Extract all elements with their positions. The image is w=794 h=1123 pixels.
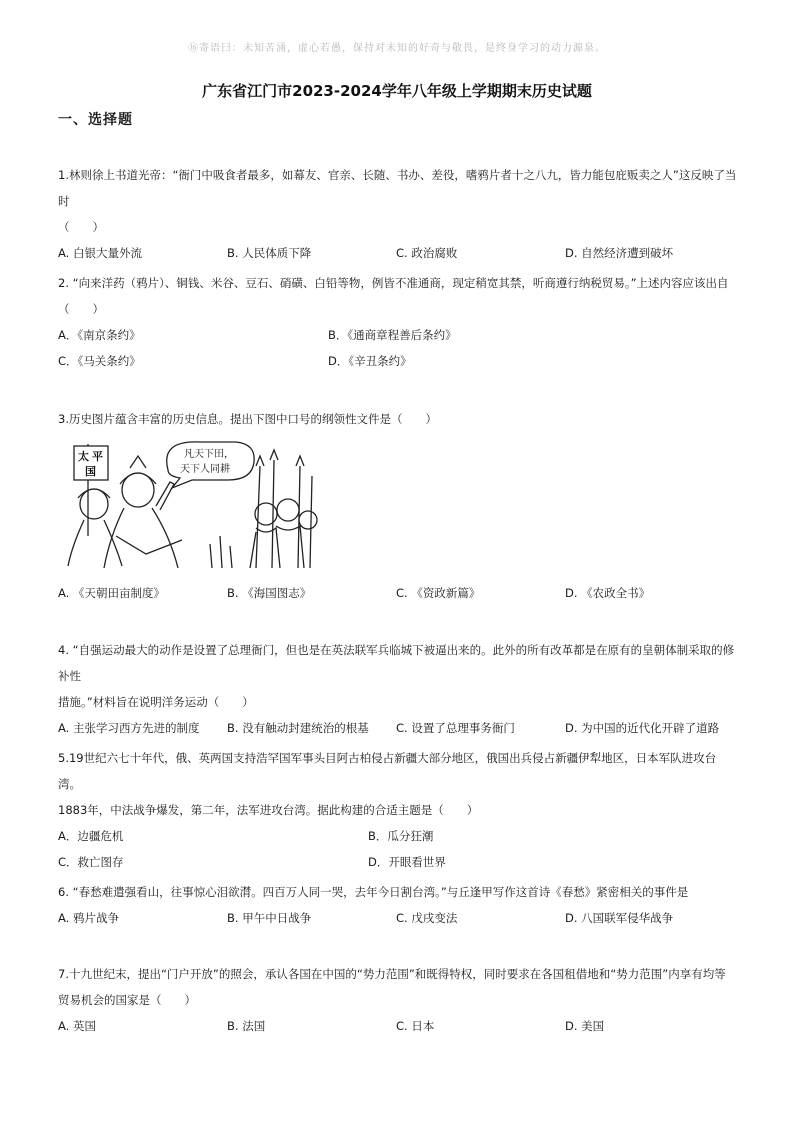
option-c[interactable]: C. 政治腐败 bbox=[396, 246, 458, 260]
option-a[interactable]: A．《南京条约》 bbox=[58, 328, 141, 342]
question-1-options bbox=[58, 240, 738, 266]
question-4-stem: 4. “自强运动最大的动作是设置了总理衙门，但也是在英法联军兵临城下被逼出来的。此外的所有改革都是在原有的皇朝体制采取的修补性 bbox=[58, 643, 735, 683]
option-d[interactable]: D．开眼看世界 bbox=[368, 855, 446, 869]
question-3-stem: 3.历史图片蕴含丰富的历史信息。提出下图中口号的纲领性文件是（ ） bbox=[58, 412, 437, 426]
option-b[interactable]: B. 《海国图志》 bbox=[227, 586, 312, 600]
question-1-stem: 1.林则徐上书道光帝：“衙门中吸食者最多，如幕友、官亲、长随、书办、差役，嗜鸦片者十之八九，皆力能包庇贩卖之人”这反映了当时 bbox=[58, 168, 737, 208]
question-7-stem: 7.十九世纪末，提出“门户开放”的照会，承认各国在中国的“势力范围”和既得特权，同时要求在各国租借地和“势力范围”内享有均等 bbox=[58, 967, 726, 981]
header-motto: ⑯寄语曰：未知苦涌，虚心若愚，保持对未知的好奇与敬畏，是终身学习的动力源泉。 bbox=[188, 43, 606, 54]
option-a[interactable]: A. 《天朝田亩制度》 bbox=[58, 586, 165, 600]
option-c[interactable]: C. 日本 bbox=[396, 1019, 435, 1033]
option-b[interactable]: B. 没有触动封建统治的根基 bbox=[227, 721, 369, 735]
flag-char-3: 国 bbox=[85, 465, 96, 478]
option-a[interactable]: A. 英国 bbox=[58, 1019, 96, 1033]
option-c[interactable]: C. 戊戌变法 bbox=[396, 911, 458, 925]
option-a[interactable]: A. 主张学习西方先进的制度 bbox=[58, 721, 200, 735]
flag-char-1: 太 bbox=[78, 450, 89, 463]
flag-char-2: 平 bbox=[92, 450, 103, 463]
question-3-options bbox=[58, 580, 738, 606]
option-a[interactable]: A. 鸦片战争 bbox=[58, 911, 119, 925]
question-3 bbox=[58, 406, 738, 432]
question-2-options bbox=[58, 322, 738, 374]
option-c[interactable]: C. 《资政新篇》 bbox=[396, 586, 481, 600]
question-5 bbox=[58, 745, 738, 875]
question-2 bbox=[58, 270, 738, 374]
question-2-stem: 2. “向来洋药（鸦片）、铜钱、米谷、豆石、硝磺、白铅等物，例皆不准通商，现定稍宽其禁，听商遵行纳税贸易。”上述内容应该出自 bbox=[58, 276, 729, 290]
question-4-options bbox=[58, 715, 738, 741]
question-2-blank: （ ） bbox=[58, 302, 104, 316]
option-d[interactable]: D. 自然经济遭到破坏 bbox=[565, 246, 674, 260]
question-7-stem-cont: 贸易机会的国家是（ ） bbox=[58, 993, 196, 1007]
bubble-line-2: 天下人同耕 bbox=[180, 464, 230, 475]
option-d[interactable]: D. 《农政全书》 bbox=[565, 586, 651, 600]
question-4-stem-cont: 措施。”材料旨在说明洋务运动（ ） bbox=[58, 695, 254, 709]
option-a[interactable]: A．边疆危机 bbox=[58, 829, 124, 843]
option-d[interactable]: D. 美国 bbox=[565, 1019, 605, 1033]
option-d[interactable]: D．《辛丑条约》 bbox=[328, 354, 412, 368]
question-1-blank: （ ） bbox=[58, 220, 104, 234]
question-6 bbox=[58, 879, 738, 931]
option-b[interactable]: B. 甲午中日战争 bbox=[227, 911, 312, 925]
question-5-stem: 5.19世纪六七十年代，俄、英两国支持浩罕国军事头目阿古柏侵占新疆大部分地区，俄国出兵侵占新疆伊犁地区，日本军队进攻台湾。 bbox=[58, 751, 717, 791]
bubble-line-1: 凡天下田， bbox=[184, 449, 234, 460]
option-d[interactable]: D. 为中国的近代化开辟了道路 bbox=[565, 721, 720, 735]
option-c[interactable]: C．《马关条约》 bbox=[58, 354, 141, 368]
option-c[interactable]: C. 设置了总理事务衙门 bbox=[396, 721, 515, 735]
option-b[interactable]: B. 人民体质下降 bbox=[227, 246, 312, 260]
question-4 bbox=[58, 637, 738, 741]
question-5-options bbox=[58, 823, 738, 875]
section-heading: 一、选择题 bbox=[58, 112, 133, 128]
question-1 bbox=[58, 162, 738, 266]
question-5-stem-cont: 1883年，中法战争爆发，第二年，法军进攻台湾。据此构建的合适主题是（ ） bbox=[58, 803, 479, 817]
question-7 bbox=[58, 961, 738, 1039]
question-3-answers bbox=[58, 580, 738, 606]
option-a[interactable]: A. 白银大量外流 bbox=[58, 246, 142, 260]
option-b[interactable]: B. 法国 bbox=[227, 1019, 266, 1033]
question-6-options bbox=[58, 905, 738, 931]
option-b[interactable]: B．《通商章程善后条约》 bbox=[328, 328, 457, 342]
option-d[interactable]: D. 八国联军侵华战争 bbox=[565, 911, 674, 925]
option-c[interactable]: C．救亡图存 bbox=[58, 855, 124, 869]
page-title: 广东省江门市2023-2024学年八年级上学期期末历史试题 bbox=[202, 82, 592, 100]
taiping-cartoon-image bbox=[60, 436, 320, 572]
question-6-stem: 6. “春愁难遣强看山，往事惊心泪欲潸。四百万人同一哭，去年今日割台湾。”与丘逢甲写作这首诗《春愁》紧密相关的事件是 bbox=[58, 885, 689, 899]
question-7-options bbox=[58, 1013, 738, 1039]
option-b[interactable]: B．瓜分狂潮 bbox=[368, 829, 434, 843]
